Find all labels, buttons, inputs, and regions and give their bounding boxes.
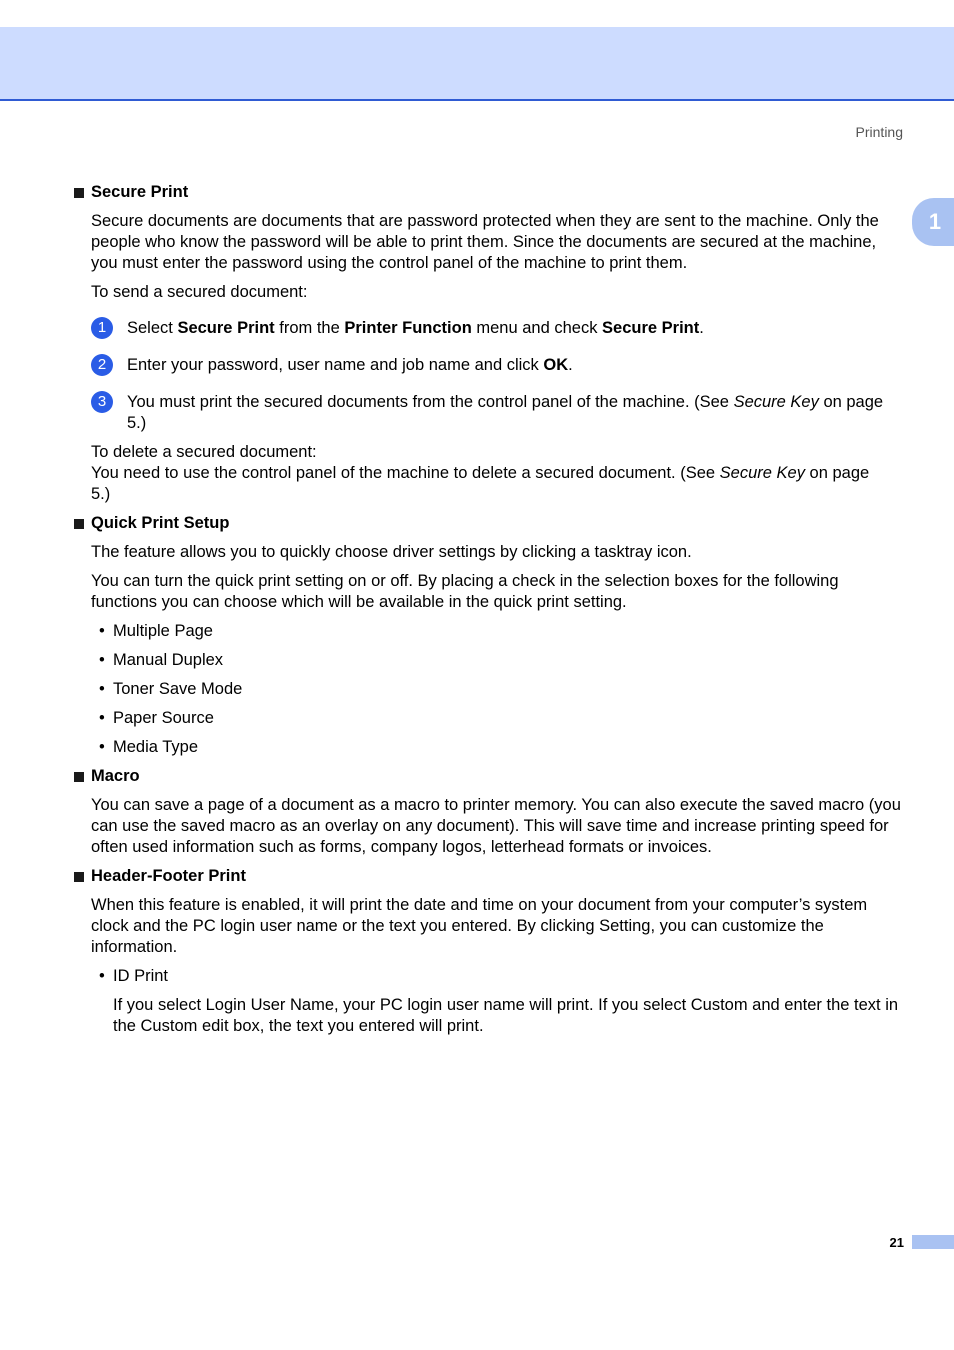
square-bullet-icon (74, 519, 84, 529)
square-bullet-icon (74, 772, 84, 782)
id-print-description: If you select Login User Name, your PC login user name will print. If you select Custom and enter the text in the Custom edit box, the text you entered will print. (113, 996, 899, 1035)
list-item: • Manual Duplex (99, 651, 224, 669)
delete-paragraph (91, 442, 871, 505)
step-1 (91, 318, 904, 339)
step-2 (91, 355, 904, 376)
header-band (0, 27, 954, 101)
quick-print-p1: The feature allows you to quickly choose driver settings by clicking a tasktray icon. (91, 543, 692, 561)
heading-text: Quick Print Setup (91, 514, 230, 532)
heading-text: Secure Print (91, 183, 189, 201)
section-heading-macro (74, 766, 904, 787)
step-text: Select Secure Print from the Printer Function menu and check Secure Print. (127, 319, 704, 337)
step-text: You must print the secured documents from the control panel of the machine. (See Secure Key on page 5.) (127, 393, 884, 432)
delete-text: You need to use the control panel of the machine to delete a secured document. (See Secure Key on page 5.) (91, 464, 870, 503)
list-item: • Media Type (99, 738, 198, 756)
page-content (74, 182, 904, 1045)
page-number: 21 (889, 1235, 904, 1250)
macro-p1: You can save a page of a document as a macro to printer memory. You can also execute the saved macro (you can use the saved macro as an overlay on any document). This will save time and increase printing speed for often used information such as forms, company logos, letterhead formats or invoices. (91, 796, 901, 856)
section-heading-secure-print (74, 182, 904, 203)
header-footer-list (99, 966, 904, 987)
list-item: • Paper Source (99, 709, 214, 727)
quick-print-list (99, 621, 904, 758)
delete-label: To delete a secured document: (91, 443, 317, 461)
heading-text: Macro (91, 767, 140, 785)
list-item: • Toner Save Mode (99, 680, 243, 698)
section-heading-quick-print (74, 513, 904, 534)
square-bullet-icon (74, 872, 84, 882)
step-number-icon: 3 (91, 391, 113, 413)
step-3 (91, 392, 904, 434)
quick-print-p2: You can turn the quick print setting on or off. By placing a check in the selection boxes for the following functions you can choose which will be available in the quick print setting. (91, 572, 839, 611)
running-head: Printing (855, 124, 903, 140)
step-text: Enter your password, user name and job name and click OK. (127, 356, 573, 374)
chapter-tab: 1 (912, 198, 954, 246)
heading-text: Header-Footer Print (91, 867, 246, 885)
page-number-tab (912, 1235, 954, 1249)
step-number-icon: 2 (91, 354, 113, 376)
step-number-icon: 1 (91, 317, 113, 339)
secure-print-intro: Secure documents are documents that are password protected when they are sent to the machine. Only the people who know the password will be able to print them. Since the documents are secured at the machine, you must enter the password using the control panel of the machine to print them. (91, 212, 879, 272)
send-label: To send a secured document: (91, 283, 308, 301)
list-item: • ID Print (99, 967, 169, 985)
section-heading-header-footer (74, 866, 904, 887)
list-item: • Multiple Page (99, 622, 213, 640)
steps-list (91, 318, 904, 434)
square-bullet-icon (74, 188, 84, 198)
header-footer-p1: When this feature is enabled, it will print the date and time on your document from your computer’s system clock and the PC login user name or the text you entered. By clicking Setting, you can customize the information. (91, 896, 868, 956)
